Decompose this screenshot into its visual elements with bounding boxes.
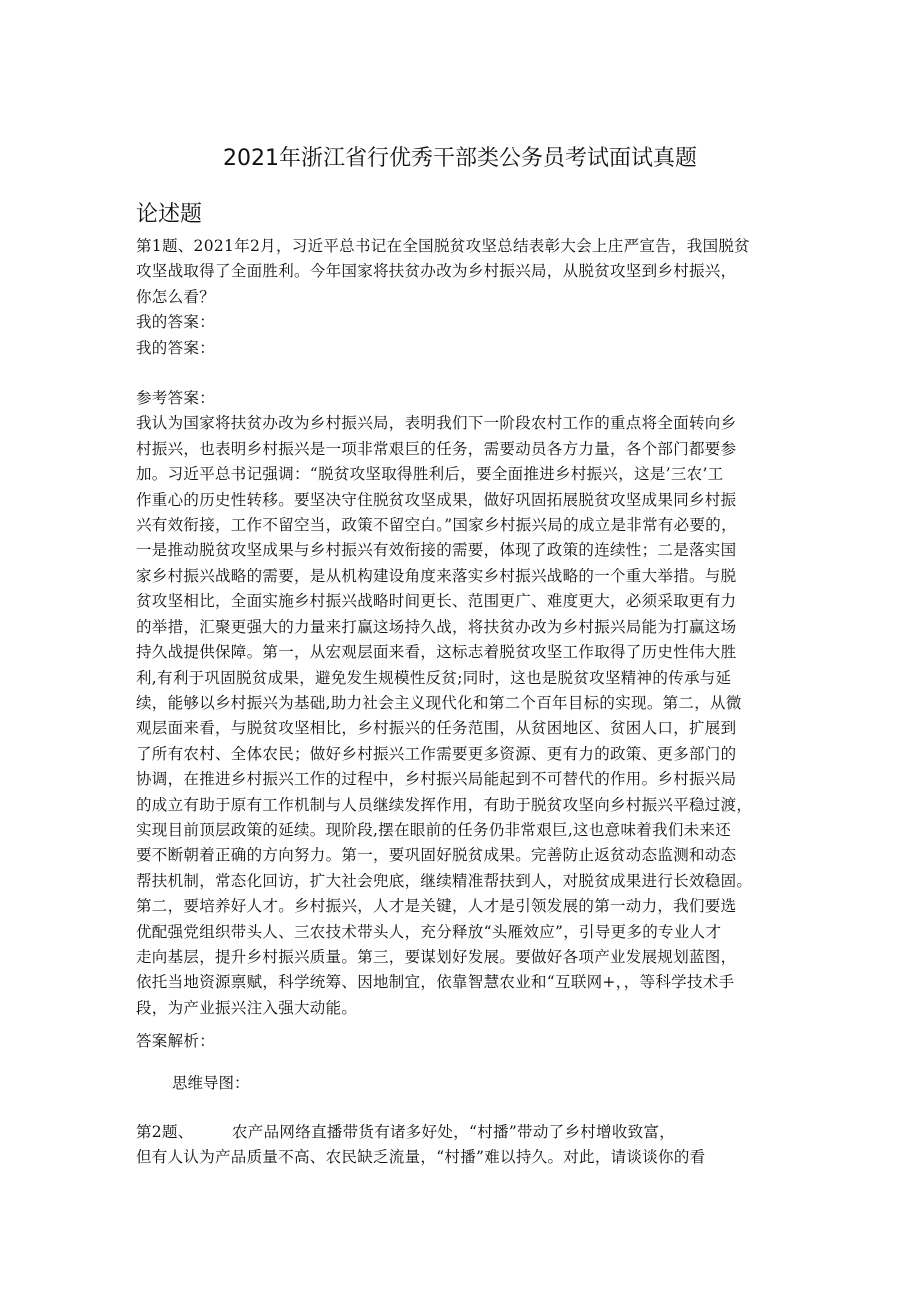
spacer [136,361,786,386]
reference-answer-line: 续，能够以乡村振兴为基础,助力社会主义现代化和第二个百年目标的实现。第二，从微 [136,693,742,712]
reference-answer-line: 帮扶机制，常态化回访，扩大社会兜底，继续精准帮扶到人，对脱贫成果进行长效稳固。 [136,871,753,890]
reference-answer-label: 参考答案： [136,389,216,408]
reference-answer-line: 的举措，汇聚更强大的力量来打赢这场持久战，将扶贫办改为乡村振兴局能为打赢这场 [136,617,737,636]
question-number: 第2题、 [136,1123,194,1141]
reference-answer-line: 的成立有助于原有工作机制与人员继续发挥作用，有助于脱贫攻坚向乡村振兴平稳过渡， [136,795,753,814]
reference-answer-line: 协调，在推进乡村振兴工作的过程中，乡村振兴局能起到不可替代的作用。乡村振兴局 [136,770,737,789]
reference-answer-line: 了所有农村、全体农民；做好乡村振兴工作需要更多资源、更有力的政策、更多部门的 [136,744,737,763]
question-text-line: 攻坚战取得了全面胜利。今年国家将扶贫办改为乡村振兴局，从脱贫攻坚到乡村振兴， [136,262,737,281]
reference-answer-line: 家乡村振兴战略的需要，是从机构建设角度来落实乡村振兴战略的一个重大举措。与脱 [136,566,737,585]
answer-analysis-label: 答案解析： [136,1032,216,1050]
my-answer-label: 我的答案： [136,313,216,332]
question-text: 农产品网络直播带货有诸多好处，“村播”带动了乡村增收致富， [232,1123,676,1141]
question-text-line: 第1题、2021年2月，习近平总书记在全国脱贫攻坚总结表彰大会上庄严宣告，我国脱贫 [136,237,750,255]
reference-answer-line: 段，为产业振兴注入强大动能。 [136,998,358,1017]
answer-analysis [136,1029,786,1054]
question-text-line: 但有人认为产品质量不高、农民缺乏流量，“村播”难以持久。对此，请谈谈你的看 [136,1148,706,1167]
reference-answer-line: 观层面来看，与脱贫攻坚相比，乡村振兴的任务范围，从贫困地区、贫困人口，扩展到 [136,719,737,738]
reference-answer-line: 持久战提供保障。第一，从宏观层面来看，这标志着脱贫攻坚工作取得了历史性伟大胜 [136,643,737,662]
mind-map-label: 思维导图： [172,1074,250,1092]
reference-answer-line: 作重心的历史性转移。要坚决守住脱贫攻坚成果，做好巩固拓展脱贫攻坚成果同乡村振 [136,490,737,509]
document-title: 2021年浙江省行优秀干部类公务员考试面试真题 [223,146,697,171]
my-answer-label: 我的答案： [136,338,216,357]
reference-answer-line: 我认为国家将扶贫办改为乡村振兴局，表明我们下一阶段农村工作的重点将全面转向乡 [136,414,737,433]
reference-answer-line: 一是推动脱贫攻坚成果与乡村振兴有效衔接的需要，体现了政策的连续性；二是落实国 [136,541,737,560]
reference-answer-line: 加。习近平总书记强调：“脱贫攻坚取得胜利后，要全面推进乡村振兴，这是’三农’工 [136,465,724,484]
reference-answer-line: 利,有利于巩固脱贫成果，避免发生规模性反贫;同时，这也是脱贫攻坚精神的传承与延 [136,668,732,687]
reference-answer-line: 第二，要培养好人才。乡村振兴，人才是关键，人才是引领发展的第一动力，我们要选 [136,897,737,916]
question-text-line [136,1120,786,1145]
reference-answer-line: 走向基层，提升乡村振兴质量。第三，要谋划好发展。要做好各项产业发展规划蓝图， [136,947,737,966]
question-2 [136,1120,786,1171]
reference-answer-line: 村振兴，也表明乡村振兴是一项非常艰巨的任务，需要动员各方力量，各个部门都要参 [136,439,737,458]
reference-answer-line: 兴有效衔接，工作不留空当，政策不留空白。”国家乡村振兴局的成立是非常有必要的， [136,516,737,535]
question-text-line: 你怎么看？ [136,287,216,306]
reference-answer-line: 贫攻坚相比，全面实施乡村振兴战略时间更长、范围更广、难度更大，必须采取更有力 [136,592,737,611]
question-1 [136,234,786,1021]
reference-answer-line: 实现目前顶层政策的延续。现阶段,摆在眼前的任务仍非常艰巨,这也意味着我们未来还 [136,820,732,839]
reference-answer-line: 要不断朝着正确的方向努力。第一，要巩固好脱贫成果。完善防止返贫动态监测和动态 [136,846,737,865]
reference-answer-line: 优配强党组织带头人、三农技术带头人，充分释放“头雁效应”，引导更多的专业人才 [136,922,722,941]
reference-answer-line: 依托当地资源禀赋，科学统筹、因地制宜，依靠智慧农业和“互联网+，，等科学技术手 [136,973,735,992]
section-heading: 论述题 [136,202,203,227]
